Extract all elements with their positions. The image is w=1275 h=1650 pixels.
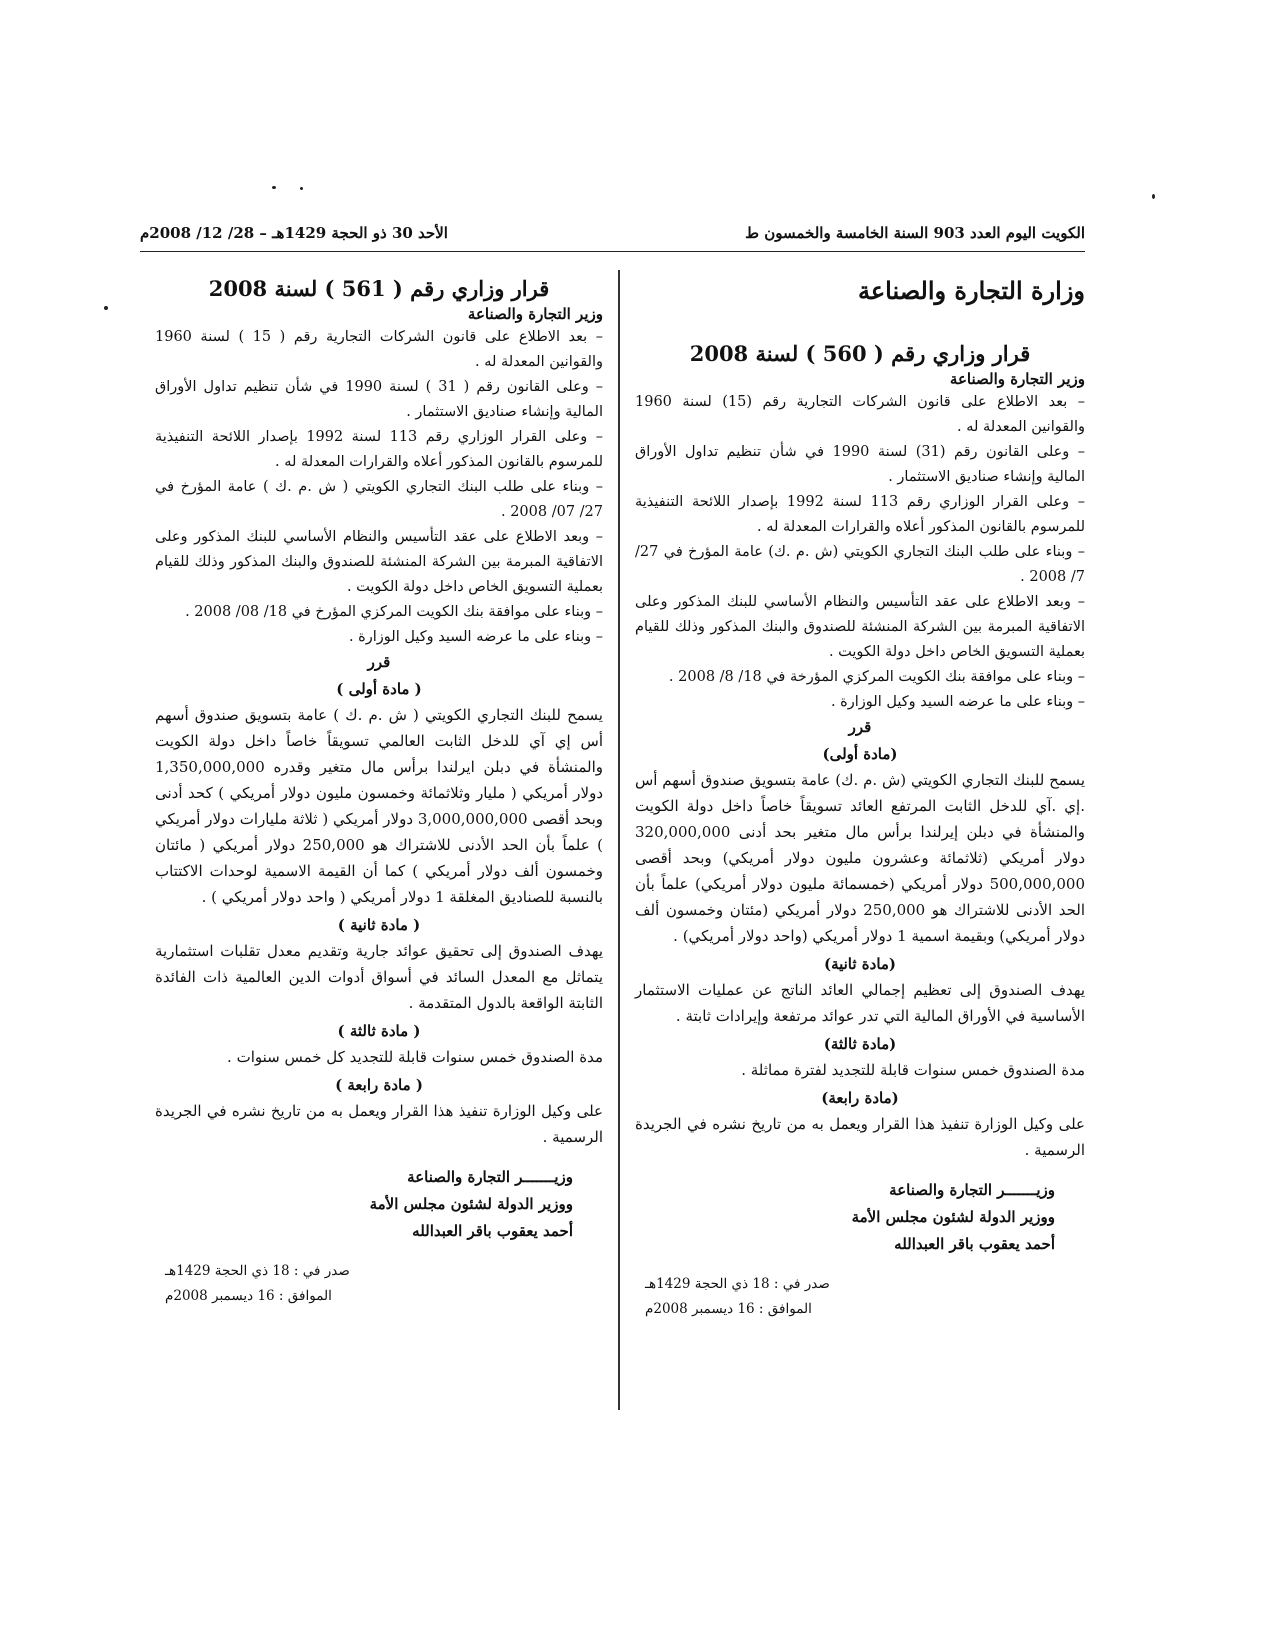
preamble-item: – بعد الاطلاع على قانون الشركات التجارية رقم (15) لسنة 1960 والقوانين المعدلة له . bbox=[635, 394, 1085, 435]
issued-date-gregorian: الموافق : 16 ديسمبر 2008م bbox=[645, 1301, 812, 1317]
article-2-text: يهدف الصندوق إلى تعظيم إجمالي العائد الناتج عن عمليات الاستثمار الأساسية في الأوراق المالية التي تدر عوائد مرتفعة وإيرادات ثابتة . bbox=[635, 981, 1085, 1025]
preamble-item: – وبناء على طلب البنك التجاري الكويتي (ش .م .ك) عامة المؤرخ في 27/ 7/ 2008 . bbox=[635, 544, 1085, 585]
article-4-text: على وكيل الوزارة تنفيذ هذا القرار ويعمل به من تاريخ نشره في الجريدة الرسمية . bbox=[635, 1115, 1085, 1159]
article-3-text: مدة الصندوق خمس سنوات قابلة للتجديد كل خمس سنوات . bbox=[227, 1048, 603, 1066]
article-4-title: ( مادة رابعة ) bbox=[335, 1076, 423, 1094]
article-2-text: يهدف الصندوق إلى تحقيق عوائد جارية وتقديم معدل تقلبات استثمارية يتماثل مع المعدل السائد في أسواق أدوات الدين العالمية ذات الفائدة الثابتة الواقعة بالدول المتقدمة . bbox=[155, 942, 603, 1012]
scan-speck bbox=[104, 306, 108, 310]
decree-560-column bbox=[635, 276, 1085, 1322]
header-date: الأحد 30 ذو الحجة 1429هـ – 28/ 12/ 2008م bbox=[140, 224, 448, 242]
signature-line: ووزير الدولة لشئون مجلس الأمة bbox=[369, 1195, 573, 1213]
article-1-text: يسمح للبنك التجاري الكويتي ( ش .م .ك ) عامة بتسويق صندوق أسهم أس إي آي للدخل الثابت العالمي تسويقاً خاصاً داخل دولة الكويت والمنشأة في دبلن ايرلندا برأس مال متغير وقدره 1,350,000,000 دولار أمريكي ( مليار وثلاثمائة وخمسون مليون دولار أمريكي ) كحد أدنى وبحد أقصى 3,000,000,000 دولار أمريكي ( ثلاثة مليارات دولار أمريكي ) علماً بأن الحد الأدنى للاشتراك هو 250,000 دولار أمريكي ( مائتان وخمسون ألف دولار أمريكي ) كما أن القيمة الاسمية لوحدات الاكتتاب بالنسبة للصناديق المغلقة 1 دولار أمريكي ( واحد دولار أمريكي ) . bbox=[155, 706, 604, 906]
preamble-item: – وعلى القرار الوزاري رقم 113 لسنة 1992 بإصدار اللائحة التنفيذية للمرسوم بالقانون المذكور أعلاه والقرارات المعدلة له . bbox=[635, 494, 1085, 535]
page-header bbox=[140, 220, 1085, 252]
issuer-line: وزير التجارة والصناعة bbox=[467, 305, 603, 323]
preamble-item: – وبناء على موافقة بنك الكويت المركزي المؤرخة في 18/ 8/ 2008 . bbox=[668, 669, 1085, 685]
preamble-item: – وبعد الاطلاع على عقد التأسيس والنظام الأساسي للبنك المذكور وعلى الاتفاقية المبرمة بين الشركة المنشئة للصندوق والبنك المذكور وذلك للقيام بعملية التسويق الخاص داخل دولة الكويت . bbox=[155, 529, 603, 595]
preamble-item: – بعد الاطلاع على قانون الشركات التجارية رقم ( 15 ) لسنة 1960 والقوانين المعدلة له . bbox=[155, 329, 603, 370]
article-3-title: ( مادة ثالثة ) bbox=[337, 1022, 421, 1040]
article-1-title: (مادة أولى) bbox=[822, 745, 898, 763]
issued-date-block bbox=[155, 1259, 603, 1309]
preamble-item: – وبناء على ما عرضه السيد وكيل الوزارة . bbox=[830, 694, 1085, 710]
article-1-title: ( مادة أولى ) bbox=[336, 680, 422, 698]
ministry-heading: وزارة التجارة والصناعة bbox=[857, 276, 1085, 305]
article-3-title: (مادة ثالثة) bbox=[823, 1035, 897, 1053]
scan-speck bbox=[272, 186, 276, 189]
preamble-item: – وبناء على طلب البنك التجاري الكويتي ( ش .م .ك ) عامة المؤرخ في 27/ 07/ 2008 . bbox=[155, 479, 603, 520]
decree-title: قرار وزاري رقم ( 560 ) لسنة 2008 bbox=[689, 341, 1031, 366]
decree-title: قرار وزاري رقم ( 561 ) لسنة 2008 bbox=[208, 276, 550, 301]
article-2-title: (مادة ثانية) bbox=[823, 955, 897, 973]
issued-date-hijri: صدر في : 18 ذي الحجة 1429هـ bbox=[165, 1263, 350, 1279]
article-4-text: على وكيل الوزارة تنفيذ هذا القرار ويعمل به من تاريخ نشره في الجريدة الرسمية . bbox=[155, 1102, 603, 1146]
signature-line: أحمد يعقوب باقر العبدالله bbox=[412, 1222, 573, 1240]
article-3-text: مدة الصندوق خمس سنوات قابلة للتجديد لفترة مماثلة . bbox=[741, 1061, 1085, 1079]
scan-speck bbox=[300, 187, 303, 190]
preamble-item: – وعلى القانون رقم ( 31 ) لسنة 1990 في شأن تنظيم تداول الأوراق المالية وإنشاء صناديق الاستثمار . bbox=[155, 379, 603, 420]
scan-speck bbox=[1152, 194, 1155, 199]
preamble-item: – وبناء على ما عرضه السيد وكيل الوزارة . bbox=[348, 629, 603, 645]
signature-line: أحمد يعقوب باقر العبدالله bbox=[894, 1235, 1055, 1253]
preamble-item: – وعلى القانون رقم (31) لسنة 1990 في شأن تنظيم تداول الأوراق المالية وإنشاء صناديق الاستثمار . bbox=[635, 444, 1085, 485]
decided-heading: قرر bbox=[367, 653, 391, 671]
preamble-item: – وبناء على موافقة بنك الكويت المركزي المؤرخ في 18/ 08/ 2008 . bbox=[185, 604, 603, 620]
header-issue-info: الكويت اليوم العدد 903 السنة الخامسة والخمسون ط bbox=[745, 224, 1085, 242]
signature-block bbox=[635, 1177, 1085, 1258]
column-divider bbox=[618, 270, 620, 1410]
decided-heading: قرر bbox=[848, 718, 872, 736]
signature-line: وزيـــــــر التجارة والصناعة bbox=[407, 1168, 573, 1186]
article-2-title: ( مادة ثانية ) bbox=[337, 916, 421, 934]
signature-line: ووزير الدولة لشئون مجلس الأمة bbox=[851, 1208, 1055, 1226]
signature-line: وزيـــــــر التجارة والصناعة bbox=[889, 1181, 1055, 1199]
signature-block bbox=[155, 1164, 603, 1245]
preamble-item: – وبعد الاطلاع على عقد التأسيس والنظام الأساسي للبنك المذكور وعلى الاتفاقية المبرمة بين الشركة المنشئة للصندوق والبنك المذكور وذلك للقيام بعملية التسويق الخاص داخل دولة الكويت . bbox=[635, 594, 1085, 660]
article-1-text: يسمح للبنك التجاري الكويتي (ش .م .ك) عامة بتسويق صندوق أسهم أس .إي .آي للدخل الثابت المرتفع العائد تسويقاً خاصاً داخل دولة الكويت والمنشأة في دبلن إيرلندا برأس مال متغير بحد أدنى 320,000,000 دولار أمريكي (ثلاثمائة وعشرون مليون دولار أمريكي) وبحد أقصى 500,000,000 دولار أمريكي (خمسمائة مليون دولار أمريكي) علماً بأن الحد الأدنى للاشتراك هو 250,000 دولار أمريكي (مئتان وخمسون ألف دولار أمريكي) وبقيمة اسمية 1 دولار أمريكي (واحد دولار أمريكي) . bbox=[635, 771, 1085, 945]
preamble bbox=[155, 325, 603, 650]
issuer-line: وزير التجارة والصناعة bbox=[949, 370, 1085, 388]
issued-date-block bbox=[635, 1272, 1085, 1322]
article-4-title: (مادة رابعة) bbox=[821, 1089, 899, 1107]
decree-561-column bbox=[155, 276, 603, 1309]
issued-date-gregorian: الموافق : 16 ديسمبر 2008م bbox=[165, 1288, 332, 1304]
issued-date-hijri: صدر في : 18 ذي الحجة 1429هـ bbox=[645, 1276, 830, 1292]
preamble bbox=[635, 390, 1085, 715]
preamble-item: – وعلى القرار الوزاري رقم 113 لسنة 1992 بإصدار اللائحة التنفيذية للمرسوم بالقانون المذكور أعلاه والقرارات المعدلة له . bbox=[155, 429, 603, 470]
